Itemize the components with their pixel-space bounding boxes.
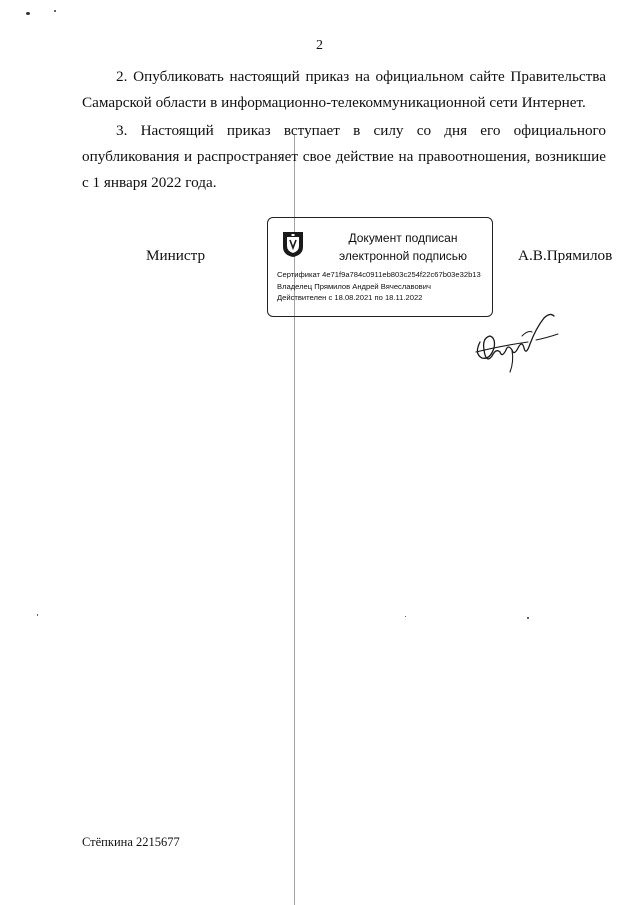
stamp-details [277, 269, 481, 304]
stamp-validity: Действителен с 18.08.2021 по 18.11.2022 [277, 293, 423, 302]
stamp-title-line2: электронной подписью [338, 249, 468, 263]
samara-coat-of-arms-icon [282, 231, 304, 258]
electronic-signature-stamp [267, 217, 493, 317]
scan-speck [26, 12, 30, 15]
handwritten-signature [470, 312, 562, 374]
signer-position-label: Министр [146, 247, 206, 264]
paragraph-effective-date: 3. Настоящий приказ вступает в силу со дня его официального опубликования и распространяет свое действие на правоотношения, возникшие с 1 января 2022 года. [82, 122, 606, 191]
scan-speck [527, 617, 529, 619]
scan-speck [54, 10, 56, 12]
stamp-certificate: Сертификат 4e71f9a784c0911eb803c254f22c67b03e32b13 [277, 270, 481, 279]
paragraph-publication-order: 2. Опубликовать настоящий приказ на официальном сайте Правительства Самарской области в информационно-телекоммуникационной сети Интернет. [82, 68, 606, 111]
stamp-title-line1: Документ подписан [348, 231, 458, 245]
page-number: 2 [316, 38, 323, 53]
executor-contact: Стёпкина 2215677 [82, 835, 180, 849]
signer-name: А.В.Прямилов [518, 247, 613, 264]
stamp-owner: Владелец Прямилов Андрей Вячеславович [277, 281, 431, 291]
stamp-title [318, 229, 488, 265]
scan-speck [37, 614, 38, 616]
scan-speck [405, 616, 406, 617]
